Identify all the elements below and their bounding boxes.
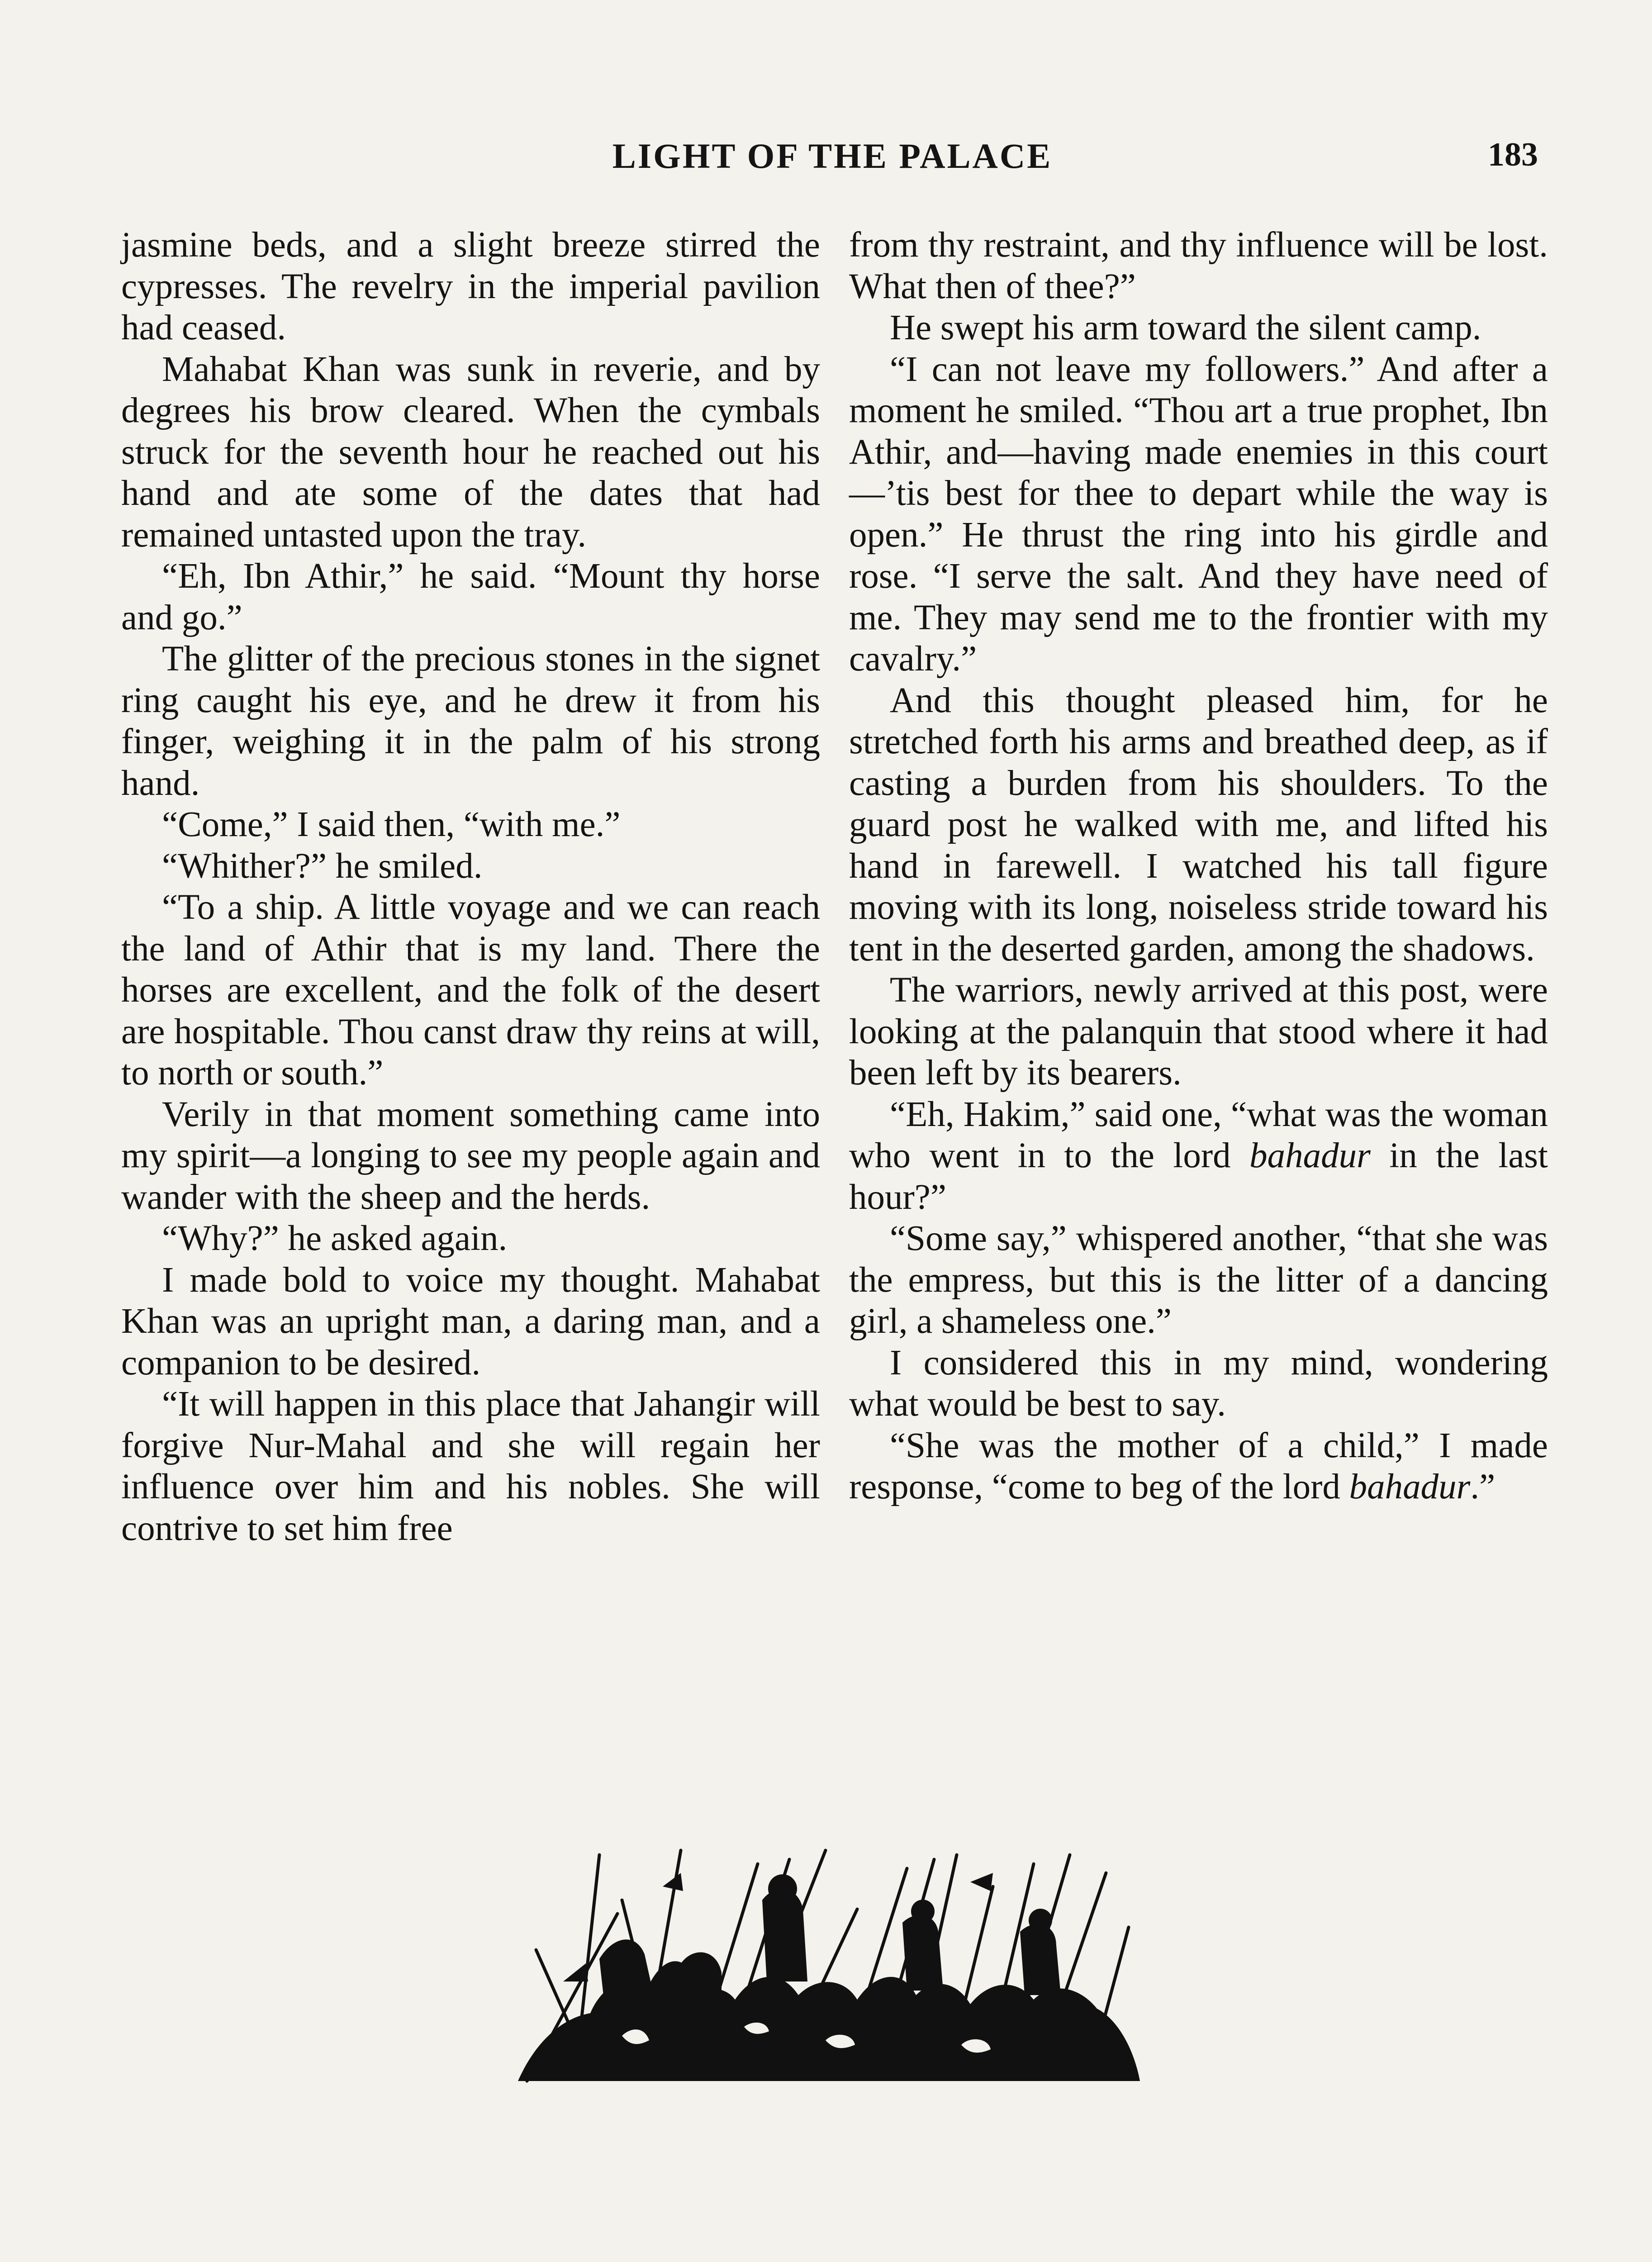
paragraph: The glitter of the precious stones in the signet ring caught his eye, and he drew it from his finger, weighing it in the palm of his strong hand. — [121, 639, 820, 803]
paragraph: “To a ship. A little voyage and we can reach the land of Athir that is my land. There the horses are excellent, and the folk of the desert are hospitable. Thou canst draw thy reins at will, to north or south.” — [121, 888, 820, 1093]
paragraph: “Some say,” whispered another, “that she was the empress, but this is the litter of a dancing girl, a shameless one.” — [849, 1219, 1548, 1341]
paragraph: “It will happen in this place that Jahangir will forgive Nur-Mahal and she will regain her influence over him and his nobles. She will contrive to set him free — [121, 1384, 820, 1548]
paragraph: “Come,” I said then, “with me.” — [162, 805, 621, 844]
paragraph: “Why?” he asked again. — [162, 1219, 508, 1258]
italic-term: bahadur — [1349, 1467, 1471, 1506]
paragraph: from thy restraint, and thy influence will be lost. What then of thee?” — [849, 225, 1548, 306]
paragraph: I made bold to voice my thought. Mahabat Khan was an upright man, a daring man, and a companion to be desired. — [121, 1260, 820, 1383]
text-run: .” — [1470, 1467, 1495, 1506]
paragraph: And this thought pleased him, for he stretched forth his arms and breathed deep, as if casting a burden from his shoulders. To the guard post he walked with me, and lifted his hand in farewell. I watched his tall figure moving with its long, noiseless stride toward his tent in the deserted garden, among the shadows. — [849, 680, 1548, 969]
text-run: “She was the mother of a child,” I made response, “come to beg of the lord — [849, 1426, 1548, 1506]
paragraph: Verily in that moment something came into my spirit—a longing to see my people again and wander with the sheep and the herds. — [121, 1094, 820, 1217]
italic-term: bahadur — [1249, 1136, 1371, 1175]
paragraph: He swept his arm toward the silent camp. — [890, 308, 1481, 347]
paragraph: “Eh, Ibn Athir,” he said. “Mount thy horse and go.” — [121, 556, 820, 637]
paragraph — [849, 1425, 1548, 1508]
paragraph: The warriors, newly arrived at this post, were looking at the palanquin that stood where it had been left by its bearers. — [849, 970, 1548, 1093]
text-run: “Eh, Hakim,” said one, “what was the woman who went in to the lord — [849, 1094, 1548, 1175]
page-number: 183 — [1488, 136, 1538, 173]
paragraph: “Whither?” he smiled. — [162, 846, 483, 886]
paragraph: I considered this in my mind, wondering what would be best to say. — [849, 1343, 1548, 1424]
paragraph — [849, 1094, 1548, 1218]
cavalry-illustration — [509, 1846, 1147, 2086]
running-head: LIGHT OF THE PALACE — [612, 136, 1053, 176]
paragraph: jasmine beds, and a slight breeze stirred the cypresses. The revelry in the imperial pavilion had ceased. — [121, 225, 820, 347]
paragraph: “I can not leave my followers.” And after a moment he smiled. “Thou art a true prophet, Ibn Athir, and—having made enemies in this court—’tis best for thee to depart while the way is open.” He thrust the ring into his girdle and rose. “I serve the salt. And they have need of me. They may send me to the frontier with my cavalry.” — [849, 349, 1548, 679]
text-run: in the last hour?” — [849, 1136, 1548, 1217]
paragraph: Mahabat Khan was sunk in reverie, and by degrees his brow cleared. When the cymbals struck for the seventh hour he reached out his hand and ate some of the dates that had remained untasted upon the tray. — [121, 349, 820, 555]
left-text-column — [121, 224, 820, 1549]
right-text-column — [849, 224, 1548, 1508]
